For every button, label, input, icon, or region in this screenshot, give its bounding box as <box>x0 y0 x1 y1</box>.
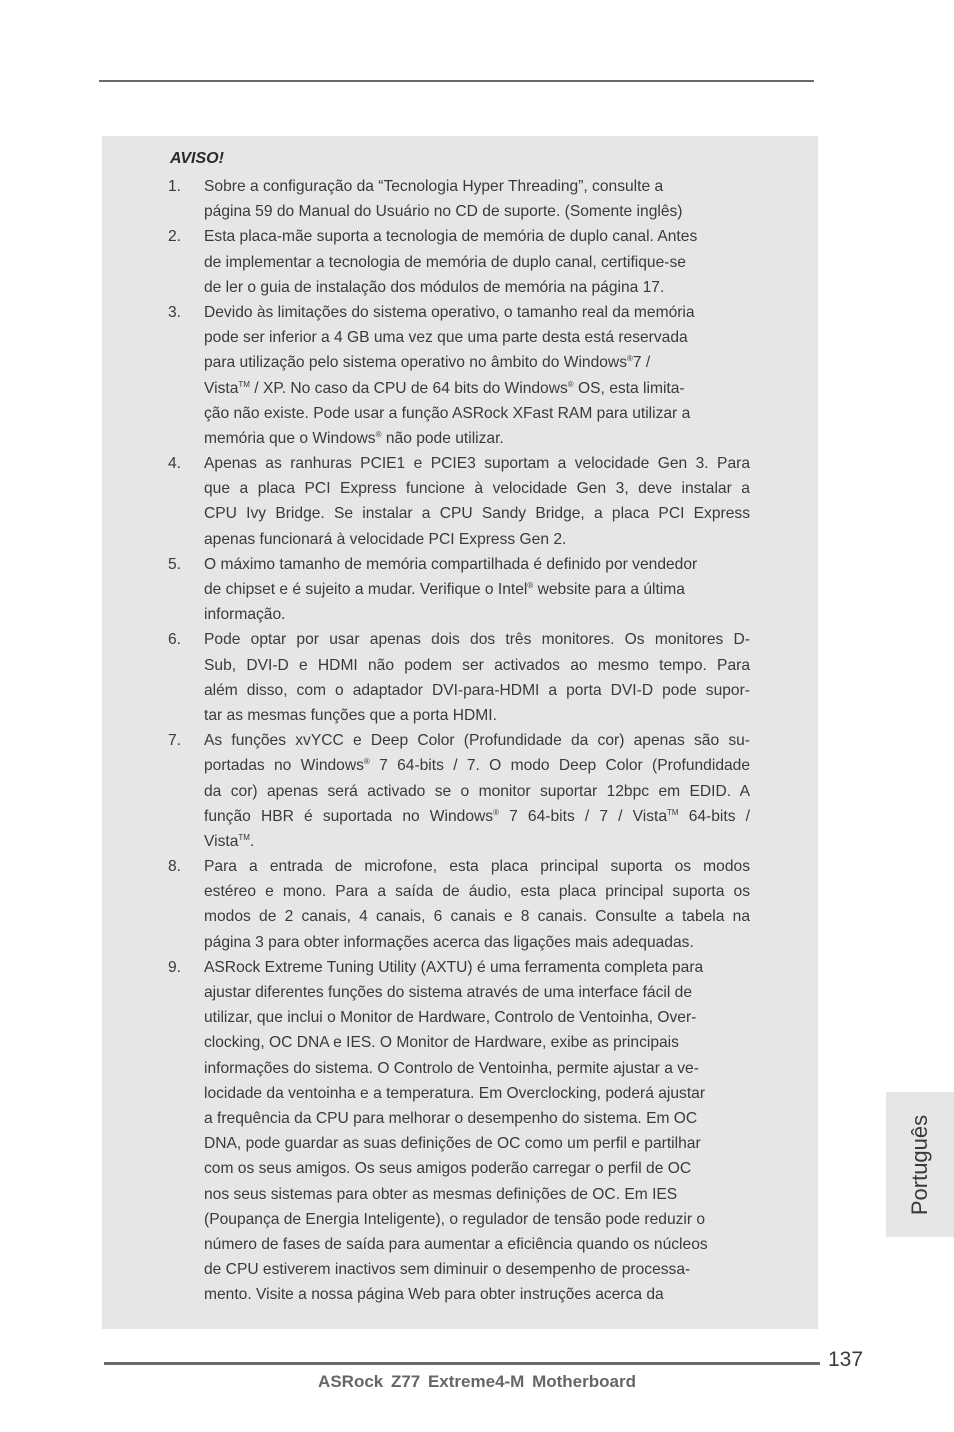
notice-item-line: Devido às limitações do sistema operativo, o tamanho real da memória <box>204 303 695 321</box>
notice-item <box>168 728 750 854</box>
notice-item-line: utilizar, que inclui o Monitor de Hardware, Controlo de Ventoinha, Over- <box>204 1009 697 1027</box>
notice-item-line: página 3 para obter informações acerca das ligações mais adequadas. <box>204 933 694 951</box>
notice-item-line: ção não existe. Pode usar a função ASRock XFast RAM para utilizar a <box>204 404 691 422</box>
notice-item <box>168 451 750 552</box>
notice-item-line: da cor) apenas será activado se o monitor suportar 12bpc em EDID. A <box>204 782 750 800</box>
notice-item-line: de chipset e é sujeito a mudar. Verifique o Intel® website para a última <box>204 581 685 598</box>
notice-list <box>168 174 750 1307</box>
notice-item-text <box>204 728 750 854</box>
notice-item <box>168 627 750 728</box>
language-tab-label: Português <box>907 1114 932 1216</box>
notice-title: AVISO! <box>170 150 224 167</box>
notice-item-line: Para a entrada de microfone, esta placa principal suporta os modos <box>204 858 750 876</box>
notice-item-text <box>204 300 750 451</box>
notice-item-line: CPU Ivy Bridge. Se instalar a CPU Sandy Bridge, a placa PCI Express <box>204 505 750 523</box>
notice-item-text <box>204 552 750 628</box>
notice-item-line: de ler o guia de instalação dos módulos de memória na página 17. <box>204 278 665 296</box>
notice-item-text <box>204 451 750 552</box>
notice-item-line: tar as mesmas funções que a porta HDMI. <box>204 706 497 724</box>
notice-item-number: 1. <box>168 178 182 195</box>
notice-item-line: ajustar diferentes funções do sistema através de uma interface fácil de <box>204 984 692 1001</box>
notice-item-line: locidade da ventoinha e a temperatura. Em Overclocking, poderá ajustar <box>204 1084 706 1102</box>
notice-item <box>168 854 750 955</box>
notice-item-line: Sub, DVI-D e HDMI não podem ser activados ao mesmo tempo. Para <box>204 656 750 674</box>
notice-item-line: Vista™ / XP. No caso da CPU de 64 bits do Windows® OS, esta limita- <box>204 379 685 397</box>
notice-item-line: As funções xvYCC e Deep Color (Profundidade da cor) apenas são su- <box>204 732 750 750</box>
notice-item-number: 2. <box>168 228 182 246</box>
notice-item-line: para utilização pelo sistema operativo no âmbito do Windows®7 / <box>204 354 651 372</box>
notice-item-line: que a placa PCI Express funcione à velocidade Gen 3, deve instalar a <box>204 480 750 498</box>
notice-item-line: portadas no Windows® 7 64-bits / 7. O modo Deep Color (Profundidade <box>204 757 751 775</box>
notice-item-line: nos seus sistemas para obter as mesmas definições de OC. Em IES <box>204 1185 678 1203</box>
notice-item-number: 9. <box>168 958 182 976</box>
notice-item-line: número de fases de saída para aumentar a eficiência quando os núcleos <box>204 1235 708 1253</box>
notice-item-line: Apenas as ranhuras PCIE1 e PCIE3 suportam a velocidade Gen 3. Para <box>204 455 750 473</box>
notice-item-line: (Poupança de Energia Inteligente), o regulador de tensão pode reduzir o <box>204 1210 706 1228</box>
notice-item-line: função HBR é suportada no Windows® 7 64-bits / 7 / Vista™ 64-bits / <box>204 807 750 825</box>
notice-item-number: 6. <box>168 631 182 649</box>
notice-item-number: 5. <box>168 555 182 573</box>
notice-item-number: 3. <box>168 303 182 321</box>
notice-item-line: informação. <box>204 606 286 624</box>
notice-item-line: além disso, com o adaptador DVI-para-HDMI a porta DVI-D pode supor- <box>204 681 750 699</box>
notice-item <box>168 300 750 451</box>
notice-item-number: 4. <box>168 455 182 473</box>
notice-item-line: clocking, OC DNA e IES. O Monitor de Hardware, exibe as principais <box>204 1034 679 1052</box>
page-number: 137 <box>828 1348 864 1371</box>
notice-item-line: com os seus amigos. Os seus amigos poderão carregar o perfil de OC <box>204 1160 692 1178</box>
notice-item-line: página 59 do Manual do Usuário no CD de suporte. (Somente inglês) <box>204 203 683 221</box>
notice-item-line: modos de 2 canais, 4 canais, 6 canais e 8 canais. Consulte a tabela na <box>204 908 750 926</box>
notice-item-line: Vista™. <box>204 832 255 850</box>
notice-item-line: estéreo e mono. Para a saída de áudio, esta placa principal suporta os <box>204 883 750 901</box>
top-divider <box>99 80 814 82</box>
footer-title: ASRock Z77 Extreme4-M Motherboard <box>318 1372 636 1391</box>
notice-item-line: pode ser inferior a 4 GB uma vez que uma parte desta está reservada <box>204 329 688 347</box>
notice-item-line: memória que o Windows® não pode utilizar. <box>204 429 504 447</box>
notice-item-line: apenas funcionará à velocidade PCI Express Gen 2. <box>204 530 567 548</box>
notice-item-line: Sobre a configuração da “Tecnologia Hyper Threading”, consulte a <box>204 178 664 195</box>
notice-item <box>168 955 750 1308</box>
notice-item-text <box>204 854 750 955</box>
notice-item-number: 8. <box>168 858 182 876</box>
notice-item-line: de implementar a tecnologia de memória de duplo canal, certifique-se <box>204 253 686 271</box>
notice-item-line: DNA, pode guardar as suas definições de OC como um perfil e partilhar <box>204 1135 701 1153</box>
notice-item <box>168 224 750 300</box>
notice-item-text <box>204 955 750 1308</box>
notice-item-text <box>204 174 750 224</box>
notice-item-line: mento. Visite a nossa página Web para obter instruções acerca da <box>204 1286 664 1304</box>
notice-item <box>168 174 750 224</box>
notice-item-line: O máximo tamanho de memória compartilhada é definido por vendedor <box>204 555 698 573</box>
notice-item-line: Pode optar por usar apenas dois dos três monitores. Os monitores D- <box>204 631 750 649</box>
notice-item-line: a frequência da CPU para melhorar o desempenho do sistema. Em OC <box>204 1109 698 1127</box>
notice-item <box>168 552 750 628</box>
notice-item-text <box>204 224 750 300</box>
notice-item-line: informações do sistema. O Controlo de Ventoinha, permite ajustar a ve- <box>204 1059 699 1077</box>
notice-item-line: de CPU estiverem inactivos sem diminuir o desempenho de processa- <box>204 1261 691 1279</box>
notice-item-line: ASRock Extreme Tuning Utility (AXTU) é uma ferramenta completa para <box>204 958 704 976</box>
notice-item-line: Esta placa-mãe suporta a tecnologia de memória de duplo canal. Antes <box>204 228 698 246</box>
notice-item-text <box>204 627 750 728</box>
bottom-divider <box>104 1362 820 1365</box>
notice-item-number: 7. <box>168 732 182 750</box>
